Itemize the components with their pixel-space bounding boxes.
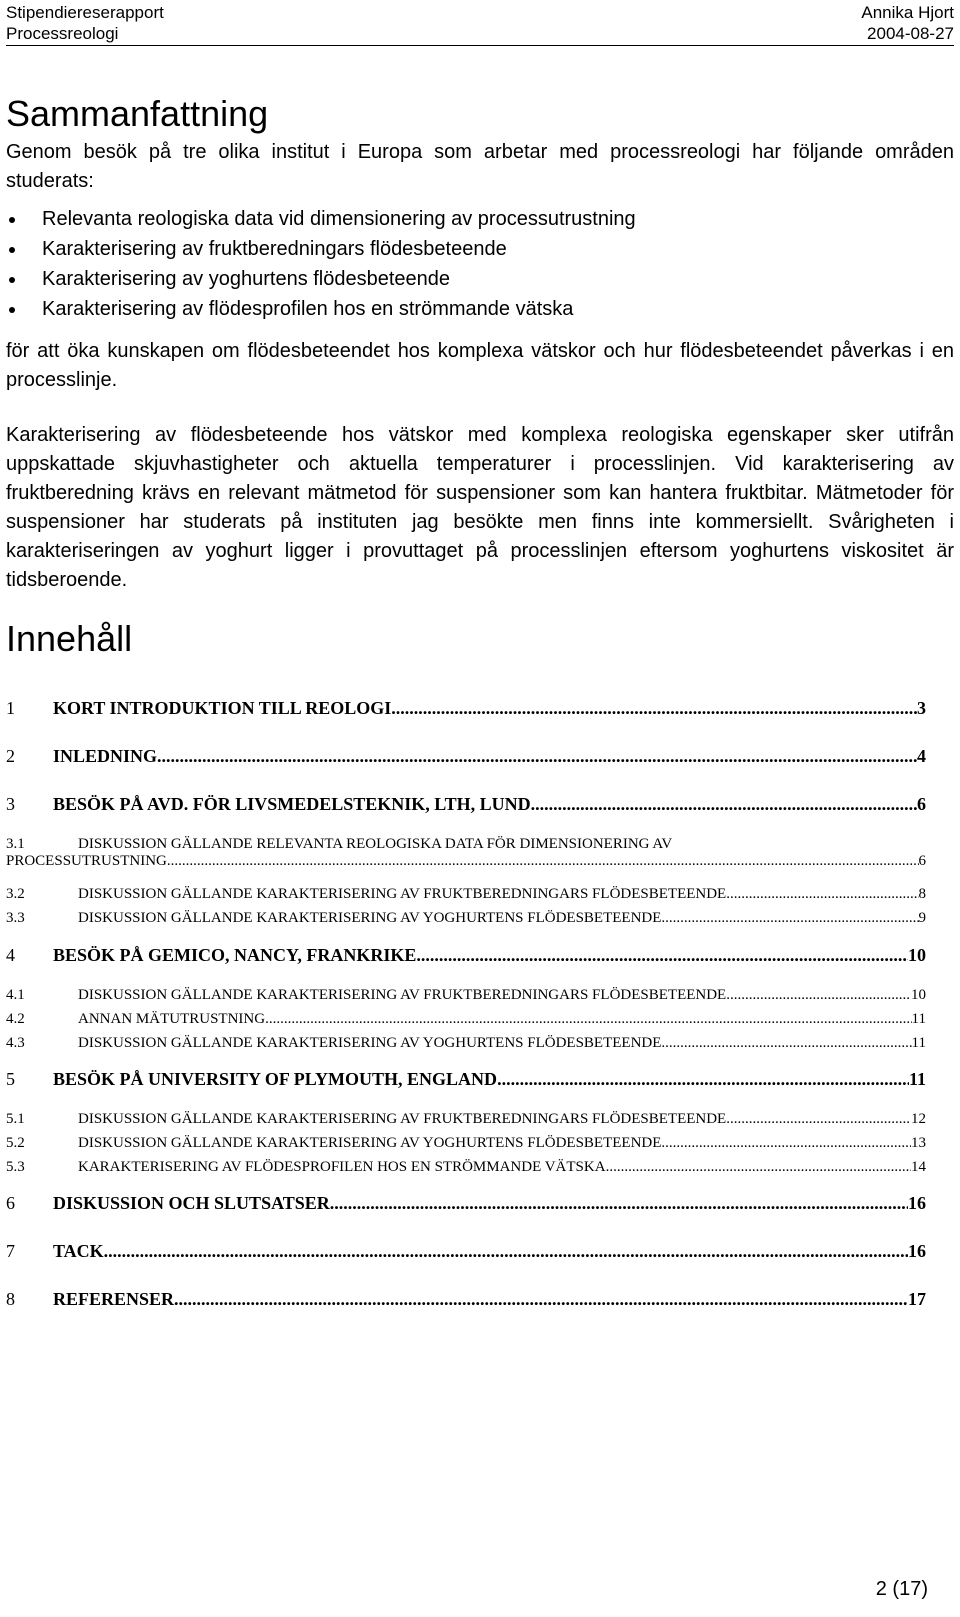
- list-item: [6, 204, 636, 234]
- toc-page: 4: [917, 746, 926, 766]
- header-author: Annika Hjort: [861, 3, 954, 22]
- toc-page: 3: [917, 698, 926, 718]
- toc-entry-4[interactable]: [6, 945, 926, 966]
- toc-leader: [330, 1193, 908, 1214]
- toc-page: 13: [911, 1135, 926, 1151]
- toc-leader: [167, 853, 919, 870]
- toc-label: INLEDNING: [53, 746, 158, 766]
- toc-entry-3[interactable]: [6, 794, 926, 815]
- bullet-icon: [9, 247, 15, 253]
- toc-entry-8[interactable]: [6, 1289, 926, 1310]
- toc-label: DISKUSSION GÄLLANDE KARAKTERISERING AV YOGHURTENS FLÖDESBETEENDE: [78, 910, 662, 926]
- toc-leader: [726, 886, 918, 903]
- toc-number: 7: [6, 1241, 15, 1261]
- toc-entry-2[interactable]: [6, 746, 926, 767]
- toc-leader: [104, 1241, 908, 1262]
- summary-heading: Sammanfattning: [6, 93, 269, 134]
- toc-entry-3-3[interactable]: [6, 910, 926, 927]
- list-item: [6, 264, 636, 294]
- header-divider: [6, 45, 954, 46]
- toc-label: KORT INTRODUKTION TILL REOLOGI: [53, 698, 392, 718]
- toc-label: DISKUSSION GÄLLANDE KARAKTERISERING AV YOGHURTENS FLÖDESBETEENDE: [78, 1035, 662, 1051]
- toc-label: KARAKTERISERING AV FLÖDESPROFILEN HOS EN STRÖMMANDE VÄTSKA: [78, 1159, 606, 1175]
- toc-number: 6: [6, 1193, 15, 1213]
- summary-after-bullets: för att öka kunskapen om flödesbeteendet hos komplexa vätskor och hur flödesbeteendet påverkas i en processlinje.: [6, 340, 954, 391]
- toc-page: 16: [908, 1193, 926, 1213]
- bullet-text: Relevanta reologiska data vid dimensionering av processutrustning: [42, 208, 636, 230]
- list-item: [6, 234, 636, 264]
- toc-leader: [416, 945, 908, 966]
- toc-leader: [531, 794, 917, 815]
- page-header: [6, 2, 954, 46]
- toc-number: 3.1: [6, 836, 25, 852]
- toc-number: 3.3: [6, 910, 25, 926]
- header-date: 2004-08-27: [867, 24, 954, 43]
- toc-number: 5: [6, 1069, 15, 1089]
- toc-number: 2: [6, 746, 15, 766]
- summary-intro: Genom besök på tre olika institut i Europa som arbetar med processreologi har följande områden studerats:: [6, 141, 954, 192]
- toc-entry-3-2[interactable]: [6, 886, 926, 903]
- toc-page: 6: [917, 794, 926, 814]
- toc-page: 16: [908, 1241, 926, 1261]
- bullet-icon: [9, 277, 15, 283]
- bullet-text: Karakterisering av fruktberedningars flödesbeteende: [42, 238, 507, 260]
- toc-label: DISKUSSION GÄLLANDE KARAKTERISERING AV FRUKTBEREDNINGARS FLÖDESBETEENDE: [78, 1111, 727, 1127]
- toc-leader: [661, 1035, 911, 1052]
- toc-page: 11: [911, 1035, 926, 1051]
- toc-number: 5.1: [6, 1111, 25, 1127]
- toc-number: 5.2: [6, 1135, 25, 1151]
- toc-leader: [265, 1011, 911, 1028]
- toc-leader: [174, 1289, 908, 1310]
- toc-page: 10: [908, 945, 926, 965]
- bullet-icon: [9, 307, 15, 313]
- summary-body: Karakterisering av flödesbeteende hos vätskor med komplexa reologiska egenskaper sker utifrån uppskattade skjuvhastigheter och aktuella temperaturer i processlinjen. Vid karakterisering av fruktberedning krävs en relevant mätmetod för suspensioner som kan hantera fruktbitar. Mätmetoder för suspensioner har studerats på instituten jag besökte men finns inte kommersiellt. Svårigheten i karakteriseringen av yoghurt ligger i provuttaget på processlinjen eftersom yoghurtens viskositet är tidsberoende.: [6, 424, 954, 591]
- toc-page: 11: [908, 1069, 926, 1089]
- toc-entry-6[interactable]: [6, 1193, 926, 1214]
- toc-label: TACK: [53, 1241, 104, 1261]
- toc-page: 8: [918, 886, 926, 902]
- toc-leader: [726, 987, 911, 1004]
- toc-number: 4.3: [6, 1035, 25, 1051]
- toc-entry-4-1[interactable]: [6, 987, 926, 1004]
- toc-leader: [726, 1111, 911, 1128]
- toc-page: 10: [911, 987, 926, 1003]
- toc-label: BESÖK PÅ GEMICO, NANCY, FRANKRIKE: [53, 945, 417, 965]
- toc-entry-5-3[interactable]: [6, 1159, 926, 1176]
- toc-number: 1: [6, 698, 15, 718]
- toc-label-continued: PROCESSUTRUSTNING: [6, 853, 167, 869]
- toc-number: 5.3: [6, 1159, 25, 1175]
- toc-entry-1[interactable]: [6, 698, 926, 719]
- toc-heading: Innehåll: [6, 618, 133, 659]
- toc-number: 4.2: [6, 1011, 25, 1027]
- toc-leader: [391, 698, 917, 719]
- toc-page: 11: [911, 1011, 926, 1027]
- header-subject: Processreologi: [6, 24, 119, 43]
- toc-entry-4-2[interactable]: [6, 1011, 926, 1028]
- toc-label: DISKUSSION OCH SLUTSATSER: [53, 1193, 330, 1213]
- toc-page: 12: [911, 1111, 926, 1127]
- toc-label: BESÖK PÅ UNIVERSITY OF PLYMOUTH, ENGLAND: [53, 1069, 498, 1089]
- toc-leader: [157, 746, 917, 767]
- header-report-type: Stipendiereserapport: [6, 3, 164, 22]
- toc-leader: [497, 1069, 909, 1090]
- toc-entry-3-1[interactable]: [6, 836, 926, 870]
- toc-label: DISKUSSION GÄLLANDE RELEVANTA REOLOGISKA DATA FÖR DIMENSIONERING AV: [78, 836, 673, 852]
- page-number: 2 (17): [875, 1578, 928, 1600]
- toc-leader: [661, 1135, 911, 1152]
- bullet-text: Karakterisering av flödesprofilen hos en strömmande vätska: [42, 298, 574, 320]
- toc-label: REFERENSER: [53, 1289, 175, 1309]
- toc-label: ANNAN MÄTUTRUSTNING: [78, 1011, 266, 1027]
- toc-entry-4-3[interactable]: [6, 1035, 926, 1052]
- toc-label: DISKUSSION GÄLLANDE KARAKTERISERING AV YOGHURTENS FLÖDESBETEENDE: [78, 1135, 662, 1151]
- toc-page: 9: [918, 910, 926, 926]
- bullet-text: Karakterisering av yoghurtens flödesbeteende: [42, 268, 451, 290]
- toc-entry-5[interactable]: [6, 1069, 926, 1090]
- toc-entry-7[interactable]: [6, 1241, 926, 1262]
- toc-entry-5-2[interactable]: [6, 1135, 926, 1152]
- toc-label: DISKUSSION GÄLLANDE KARAKTERISERING AV FRUKTBEREDNINGARS FLÖDESBETEENDE: [78, 886, 727, 902]
- toc-number: 3.2: [6, 886, 25, 902]
- bullet-icon: [9, 217, 15, 223]
- toc-label: DISKUSSION GÄLLANDE KARAKTERISERING AV FRUKTBEREDNINGARS FLÖDESBETEENDE: [78, 987, 727, 1003]
- toc-page: 14: [911, 1159, 926, 1175]
- toc-page: 6: [918, 853, 926, 869]
- toc-number: 3: [6, 794, 15, 814]
- toc-label: BESÖK PÅ AVD. FÖR LIVSMEDELSTEKNIK, LTH, LUND: [53, 794, 531, 814]
- toc-leader: [661, 910, 918, 927]
- toc-page: 17: [908, 1289, 926, 1309]
- toc-entry-5-1[interactable]: [6, 1111, 926, 1128]
- list-item: [6, 294, 636, 324]
- toc-number: 8: [6, 1289, 15, 1309]
- toc-number: 4: [6, 945, 15, 965]
- toc-number: 4.1: [6, 987, 25, 1003]
- summary-bullet-list: [6, 204, 636, 324]
- toc-leader: [606, 1159, 911, 1176]
